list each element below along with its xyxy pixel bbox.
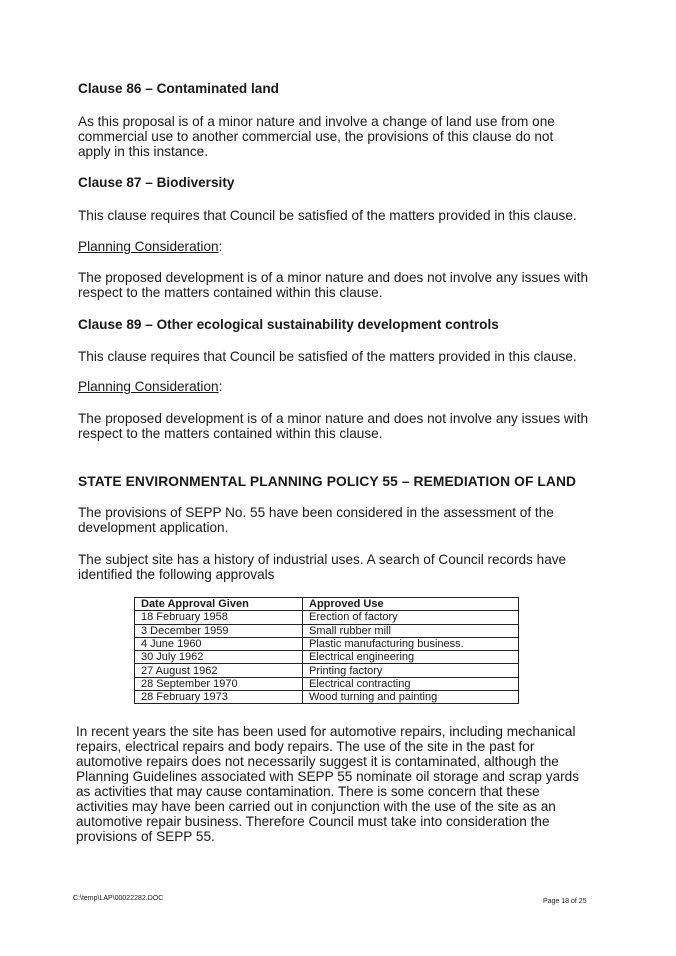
cell-date: 27 August 1962	[135, 664, 303, 677]
cell-use: Plastic manufacturing business.	[303, 637, 519, 650]
sepp55-para3: In recent years the site has been used for automotive repairs, including mechanical repairs, electrical repairs and body repairs. The use of the site in the past for automotive repairs does not necessarily suggest it is contaminated, although the Planning Guidelines associated with SEPP 55 nominate oil storage and scrap yards as activities that may cause contamination. There is some concern that these activities may have been carried out in conjunction with the use of the site as an automotive repair business. Therefore Council must take into consideration the provisions of SEPP 55.	[76, 724, 580, 844]
table-row	[135, 664, 519, 677]
cell-use: Small rubber mill	[303, 624, 519, 637]
footer-page-number: Page 18 of 25	[543, 898, 587, 905]
table-row	[135, 677, 519, 690]
table-row	[135, 624, 519, 637]
table-row	[135, 691, 519, 704]
clause89-body: This clause requires that Council be satisfied of the matters provided in this clause.	[78, 349, 577, 364]
clause89-consideration-body: The proposed development is of a minor nature and does not involve any issues with respect to the matters contained within this clause.	[78, 411, 589, 441]
clause87-consideration-label: Planning Consideration:	[78, 239, 223, 254]
clause87-heading: Clause 87 – Biodiversity	[78, 175, 235, 190]
table-row	[135, 611, 519, 624]
cell-use: Electrical contracting	[303, 677, 519, 690]
approvals-table	[134, 597, 519, 704]
table-row	[135, 651, 519, 664]
header-date: Date Approval Given	[135, 598, 303, 611]
footer-file-path: C:\temp\LAP\00022282.DOC	[73, 895, 164, 902]
clause87-consideration-body: The proposed development is of a minor nature and does not involve any issues with respect to the matters contained within this clause.	[78, 270, 589, 300]
sepp55-heading: STATE ENVIRONMENTAL PLANNING POLICY 55 – REMEDIATION OF LAND	[78, 474, 577, 489]
table-row	[135, 637, 519, 650]
cell-date: 4 June 1960	[135, 637, 303, 650]
clause87-body: This clause requires that Council be satisfied of the matters provided in this clause.	[78, 208, 577, 223]
sepp55-para2: The subject site has a history of industrial uses. A search of Council records have identified the following approvals	[78, 552, 567, 582]
clause86-heading: Clause 86 – Contaminated land	[78, 81, 279, 96]
cell-date: 28 February 1973	[135, 691, 303, 704]
cell-use: Electrical engineering	[303, 651, 519, 664]
cell-use: Wood turning and painting	[303, 691, 519, 704]
cell-date: 18 February 1958	[135, 611, 303, 624]
header-use: Approved Use	[303, 598, 519, 611]
clause89-heading: Clause 89 – Other ecological sustainability development controls	[78, 317, 499, 332]
cell-use: Printing factory	[303, 664, 519, 677]
cell-use: Erection of factory	[303, 611, 519, 624]
sepp55-para1: The provisions of SEPP No. 55 have been considered in the assessment of the development application.	[78, 505, 554, 535]
clause89-consideration-label: Planning Consideration:	[78, 379, 223, 394]
cell-date: 28 September 1970	[135, 677, 303, 690]
table-header-row	[135, 598, 519, 611]
cell-date: 3 December 1959	[135, 624, 303, 637]
cell-date: 30 July 1962	[135, 651, 303, 664]
clause86-body: As this proposal is of a minor nature and involve a change of land use from one commercial use to another commercial use, the provisions of this clause do not apply in this instance.	[78, 114, 555, 159]
